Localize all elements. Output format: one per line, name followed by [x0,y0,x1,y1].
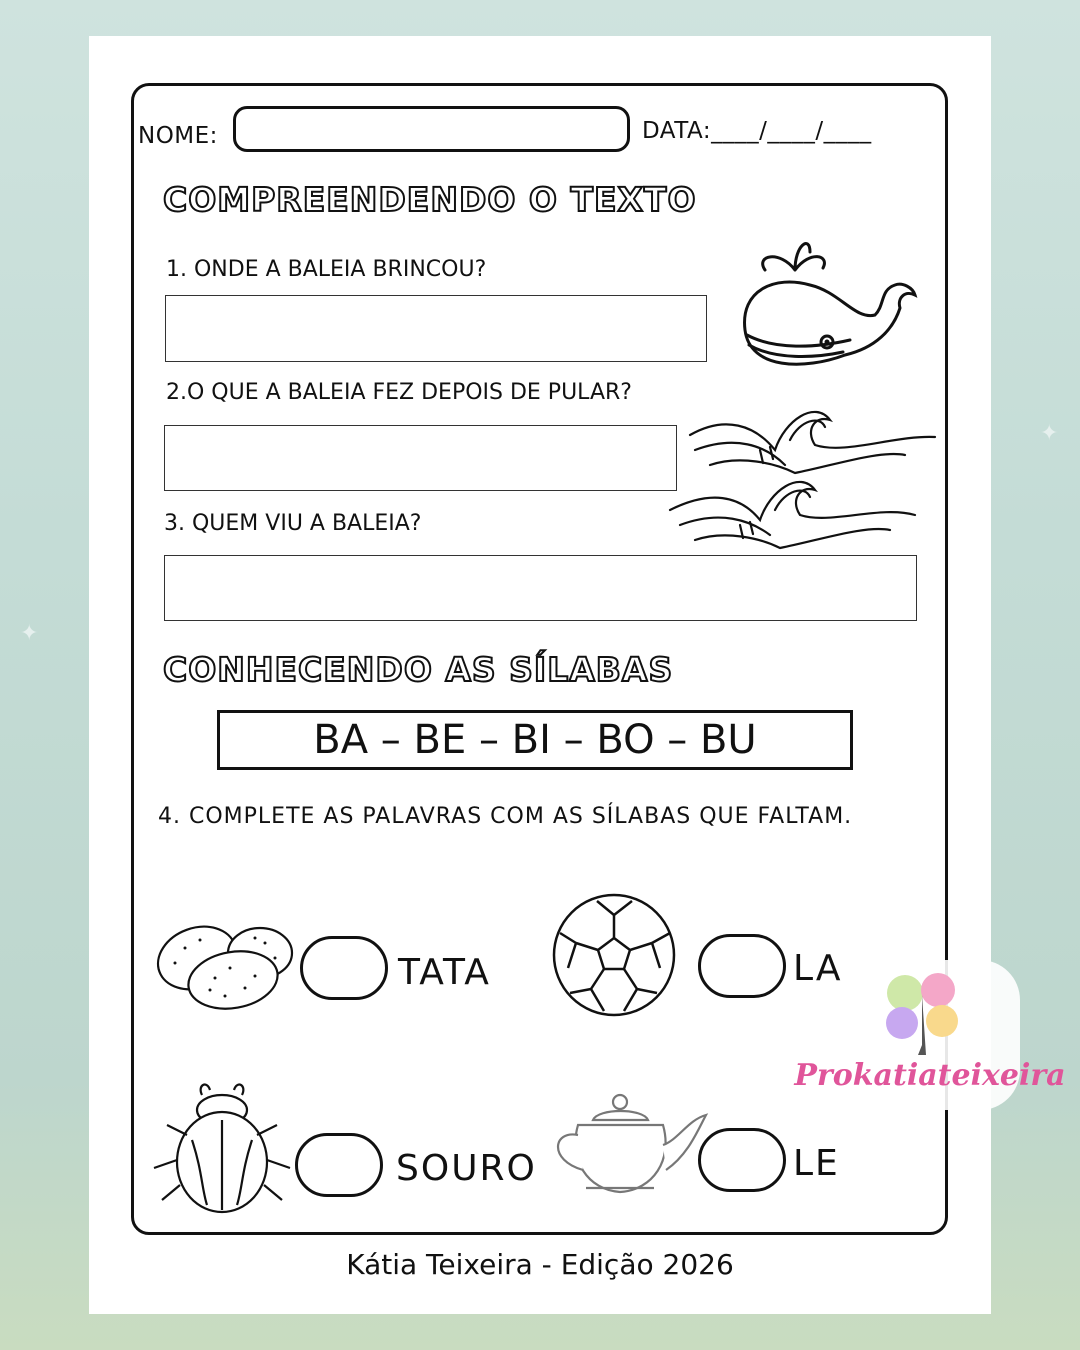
whale-icon [735,230,920,380]
syllable-input-3[interactable] [295,1133,383,1197]
section-title-syllables: CONHECENDO AS SÍLABAS [163,650,674,689]
beetle-icon [152,1080,292,1215]
name-field[interactable] [233,106,630,152]
potato-icon [155,918,295,1013]
section-title-comprehension: COMPREENDENDO O TEXTO [163,180,697,219]
name-label: NOME: [138,123,218,149]
question-2: 2.O QUE A BALEIA FEZ DEPOIS DE PULAR? [166,380,632,405]
syllable-input-2[interactable] [698,934,786,998]
sparkle-icon: ✦ [1040,420,1059,445]
answer-box-1[interactable] [165,295,707,362]
sparkle-icon: ✦ [20,620,39,645]
word-suffix-3: SOURO [396,1148,537,1189]
question-1: 1. ONDE A BALEIA BRINCOU? [166,257,487,282]
question-4: 4. COMPLETE AS PALAVRAS COM AS SÍLABAS QUE FALTAM. [158,804,853,829]
syllable-input-4[interactable] [698,1128,786,1192]
teapot-icon [548,1090,708,1200]
word-suffix-4: LE [793,1143,840,1184]
waves-icon [665,395,940,560]
answer-box-2[interactable] [164,425,677,491]
word-suffix-2: LA [793,948,843,989]
footer-credit: Kátia Teixeira - Edição 2026 [346,1248,734,1281]
syllable-input-1[interactable] [300,936,388,1000]
word-suffix-1: TATA [398,952,491,993]
soccer-ball-icon [552,893,677,1018]
answer-box-3[interactable] [164,555,917,621]
syllables-box: BA – BE – BI – BO – BU [217,710,853,770]
question-3: 3. QUEM VIU A BALEIA? [164,511,422,536]
date-field[interactable]: DATA:____/____/____ [642,118,872,144]
logo-text: Prokatiateixeira [794,1058,1066,1093]
